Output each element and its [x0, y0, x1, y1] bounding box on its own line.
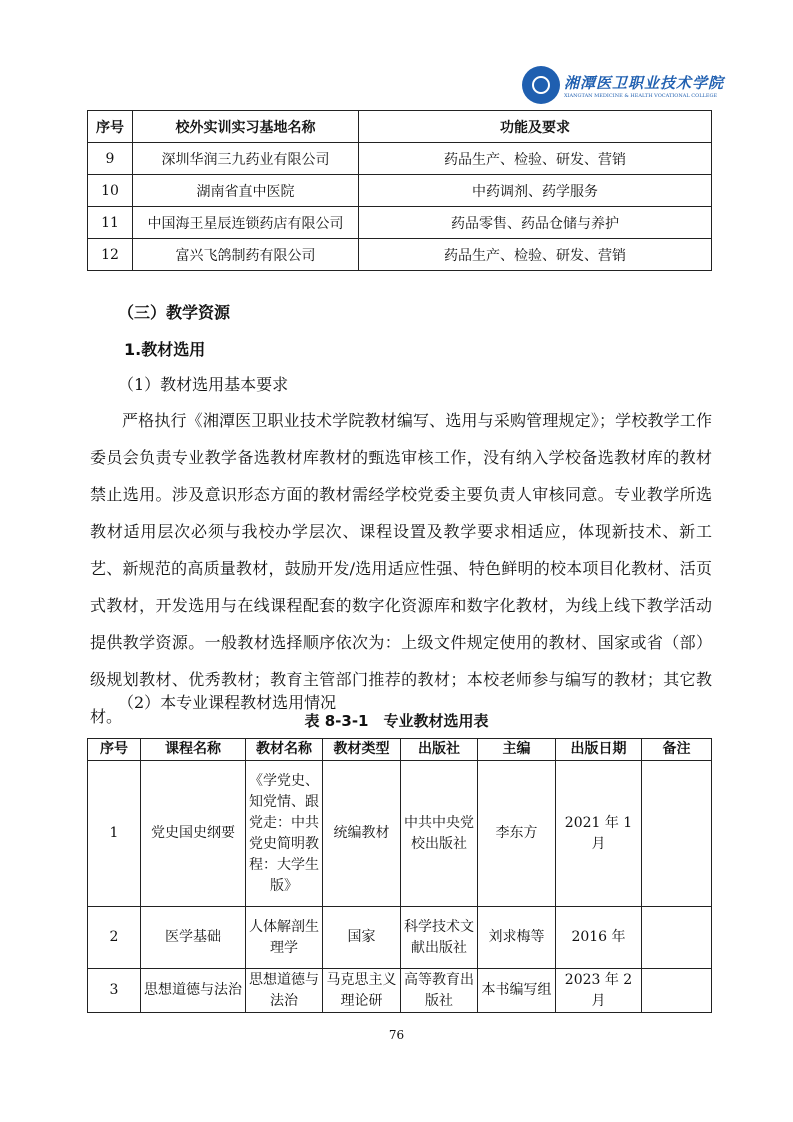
cell: 中共中央党校出版社: [401, 761, 478, 907]
cell: 本书编写组: [478, 969, 556, 1013]
cell: 11: [88, 207, 133, 239]
cell: 统编教材: [323, 761, 401, 907]
header-cell: 教材类型: [323, 739, 401, 761]
table-row: [88, 239, 712, 271]
college-emblem-icon: [522, 66, 560, 104]
header-cell: 序号: [88, 111, 133, 143]
header-cell: 功能及要求: [359, 111, 712, 143]
cell: 药品生产、检验、研发、营销: [359, 143, 712, 175]
cell: [642, 969, 712, 1013]
cell: 人体解剖生理学: [246, 907, 323, 969]
cell: 药品生产、检验、研发、营销: [359, 239, 712, 271]
table-row: [88, 907, 712, 969]
header-cell: 教材名称: [246, 739, 323, 761]
header-cell: 校外实训实习基地名称: [133, 111, 359, 143]
header-cell: 主编: [478, 739, 556, 761]
cell: 12: [88, 239, 133, 271]
cell: 深圳华润三九药业有限公司: [133, 143, 359, 175]
section-title: （三）教学资源: [118, 303, 231, 322]
table-row: [88, 207, 712, 239]
cell: 9: [88, 143, 133, 175]
table-header-row: [88, 111, 712, 143]
cell: 2: [88, 907, 141, 969]
cell: [642, 761, 712, 907]
cell: 1: [88, 761, 141, 907]
cell: 刘求梅等: [478, 907, 556, 969]
header-cell: 备注: [642, 739, 712, 761]
table-header-row: [88, 739, 712, 761]
item-title: （1）教材选用基本要求: [118, 375, 289, 394]
table-row: [88, 761, 712, 907]
logo-name-cn: 湘潭医卫职业技术学院: [564, 73, 725, 92]
cell: 2021 年 1 月: [556, 761, 642, 907]
table-row: [88, 969, 712, 1013]
header-cell: 出版社: [401, 739, 478, 761]
cell: 思想道德与法治: [141, 969, 246, 1013]
cell: 2023 年 2 月: [556, 969, 642, 1013]
cell: 药品零售、药品仓储与养护: [359, 207, 712, 239]
cell: 科学技术文献出版社: [401, 907, 478, 969]
table-row: [88, 175, 712, 207]
cell: 富兴飞鸽制药有限公司: [133, 239, 359, 271]
textbook-selection-table: [87, 738, 712, 1013]
cell: 李东方: [478, 761, 556, 907]
training-base-table: [87, 110, 712, 271]
cell: 思想道德与法治: [246, 969, 323, 1013]
college-logo: [522, 66, 724, 104]
page-number: 76: [388, 1028, 405, 1042]
header-cell: 课程名称: [141, 739, 246, 761]
cell: 中药调剂、药学服务: [359, 175, 712, 207]
cell: 《学党史、知党情、跟党走：中共党史简明教程：大学生版》: [246, 761, 323, 907]
cell: 高等教育出版社: [401, 969, 478, 1013]
cell: 中国海王星辰连锁药店有限公司: [133, 207, 359, 239]
subsection-title: 1.教材选用: [124, 340, 206, 359]
body-paragraph: 严格执行《湘潭医卫职业技术学院教材编写、选用与采购管理规定》；学校教学工作委员会负责专业教学备选教材库教材的甄选审核工作，没有纳入学校备选教材库的教材禁止选用。涉及意识形态方面的教材需经学校党委主要负责人审核同意。专业教学所选教材适用层次必须与我校办学层次、课程设置及教学要求相适应，体现新技术、新工艺、新规范的高质量教材，鼓励开发/选用适应性强、特色鲜明的校本项目化教材、活页式教材，开发选用与在线课程配套的数字化资源库和数字化教材，为线上线下教学活动提供教学资源。一般教材选择顺序依次为：上级文件规定使用的教材、国家或省（部）级规划教材、优秀教材；教育主管部门推荐的教材；本校老师参与编写的教材；其它教材。: [90, 411, 712, 726]
cell: 湖南省直中医院: [133, 175, 359, 207]
logo-name-en: XIANGTAN MEDICINE & HEALTH VOCATIONAL COLLEGE: [564, 92, 718, 99]
item-title: （2）本专业课程教材选用情况: [118, 693, 337, 712]
cell: 马克思主义理论研: [323, 969, 401, 1013]
cell: 国家: [323, 907, 401, 969]
cell: 医学基础: [141, 907, 246, 969]
table-caption: 表 8-3-1 专业教材选用表: [304, 712, 489, 730]
header-cell: 序号: [88, 739, 141, 761]
table-row: [88, 143, 712, 175]
cell: 党史国史纲要: [141, 761, 246, 907]
cell: [642, 907, 712, 969]
cell: 3: [88, 969, 141, 1013]
cell: 10: [88, 175, 133, 207]
header-cell: 出版日期: [556, 739, 642, 761]
cell: 2016 年: [556, 907, 642, 969]
